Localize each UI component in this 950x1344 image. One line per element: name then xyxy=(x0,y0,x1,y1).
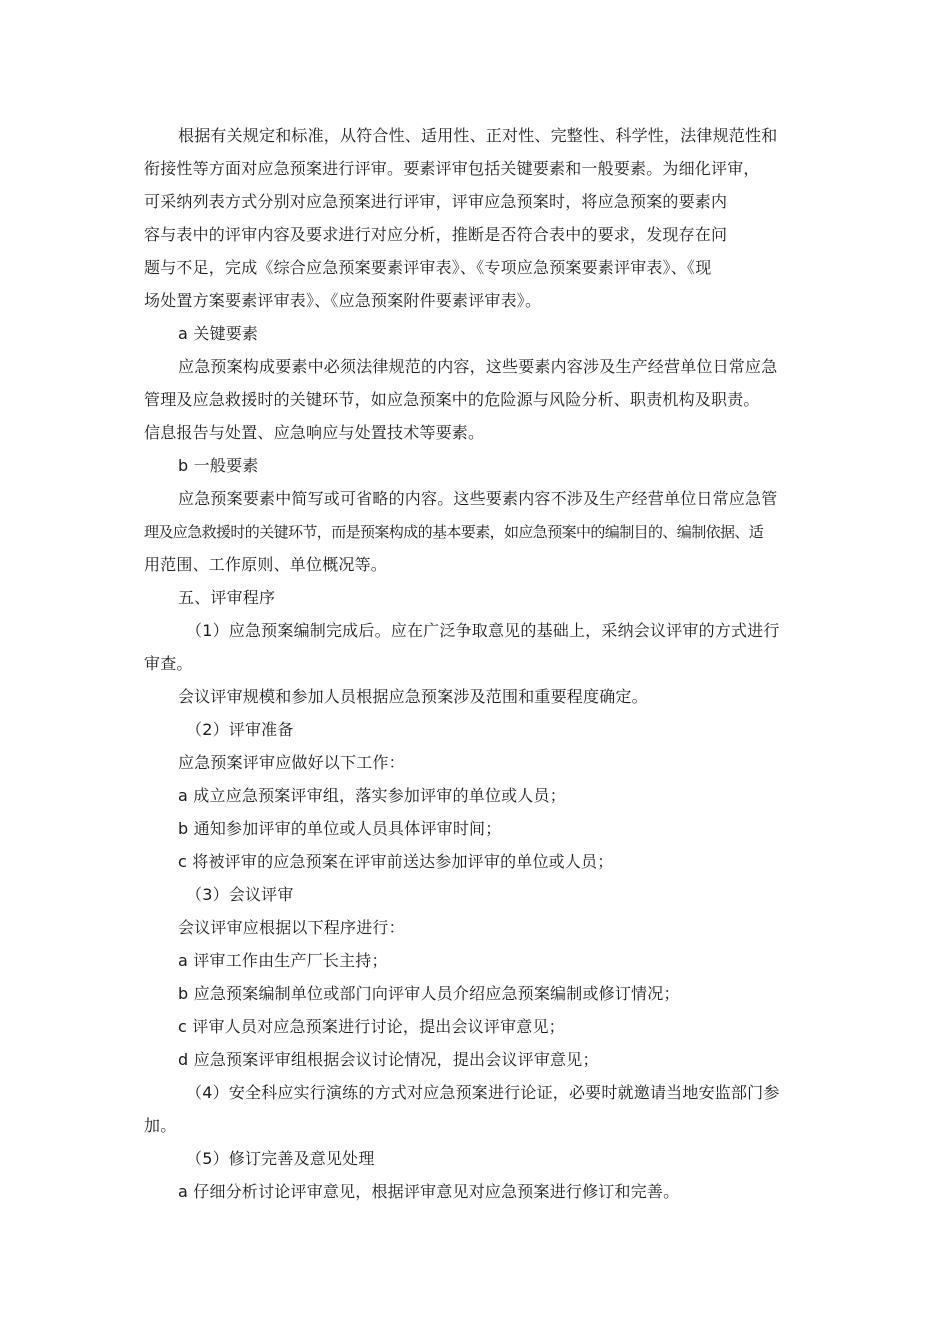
paragraph-line: 会议评审规模和参加人员根据应急预案涉及范围和重要程度确定。 xyxy=(178,687,648,706)
list-item: c 评审人员对应急预案进行讨论，提出会议评审意见； xyxy=(178,1017,565,1036)
paragraph-line: 应急预案要素中简写或可省略的内容。这些要素内容不涉及生产经营单位日常应急管 xyxy=(178,489,778,508)
paragraph-line: 信息报告与处置、应急响应与处置技术等要素。 xyxy=(144,423,485,442)
paragraph-line: （1）应急预案编制完成后。应在广泛争取意见的基础上，采纳会议评审的方式进行 xyxy=(186,621,780,640)
paragraph-line: 应急预案构成要素中必须法律规范的内容，这些要素内容涉及生产经营单位日常应急 xyxy=(178,357,778,376)
list-item: c 将被评审的应急预案在评审前送达参加评审的单位或人员； xyxy=(178,852,614,871)
section-heading: （5）修订完善及意见处理 xyxy=(186,1149,375,1168)
list-item: d 应急预案评审组根据会议讨论情况，提出会议评审意见； xyxy=(178,1050,599,1069)
list-item: b 通知参加评审的单位或人员具体评审时间； xyxy=(178,819,502,838)
paragraph-line: 用范围、工作原则、单位概况等。 xyxy=(144,555,388,574)
paragraph-line: 可采纳列表方式分别对应急预案进行评审，评审应急预案时，将应急预案的要素内 xyxy=(144,192,728,211)
section-heading: b 一般要素 xyxy=(178,456,259,475)
list-item: a 评审工作由生产厂长主持； xyxy=(178,951,388,970)
paragraph-line: 应急预案评审应做好以下工作： xyxy=(178,753,405,772)
paragraph-line: 审查。 xyxy=(144,654,193,673)
paragraph-line: 加。 xyxy=(144,1116,177,1135)
section-heading: （3）会议评审 xyxy=(186,885,294,904)
paragraph-line: 衔接性等方面对应急预案进行评审。要素评审包括关键要素和一般要素。为细化评审， xyxy=(144,159,760,178)
list-item: b 应急预案编制单位或部门向评审人员介绍应急预案编制或修订情况； xyxy=(178,984,680,1003)
section-heading: a 关键要素 xyxy=(178,324,259,343)
list-item: a 成立应急预案评审组，落实参加评审的单位或人员； xyxy=(178,786,566,805)
paragraph-line: （4）安全科应实行演练的方式对应急预案进行论证，必要时就邀请当地安监部门参 xyxy=(186,1083,780,1102)
paragraph-line: 管理及应急救援时的关键环节，如应急预案中的危险源与风险分析、职责机构及职责。 xyxy=(144,390,760,409)
list-item: a 仔细分析讨论评审意见，根据评审意见对应急预案进行修订和完善。 xyxy=(178,1182,680,1201)
paragraph-line: 理及应急救援时的关键环节，而是预案构成的基本要素，如应急预案中的编制目的、编制依据、适 xyxy=(144,523,764,541)
section-heading: （2）评审准备 xyxy=(186,720,294,739)
section-heading: 五、评审程序 xyxy=(178,588,276,607)
paragraph-line: 会议评审应根据以下程序进行： xyxy=(178,918,405,937)
paragraph-line: 容与表中的评审内容及要求进行对应分析，推断是否符合表中的要求，发现存在问 xyxy=(144,225,728,244)
paragraph-line: 场处置方案要素评审表》、《应急预案附件要素评审表》。 xyxy=(144,291,542,310)
paragraph-line: 题与不足，完成《综合应急预案要素评审表》、《专项应急预案要素评审表》、《现 xyxy=(144,258,712,277)
paragraph-line: 根据有关规定和标准，从符合性、适用性、正对性、完整性、科学性，法律规范性和 xyxy=(178,126,778,145)
